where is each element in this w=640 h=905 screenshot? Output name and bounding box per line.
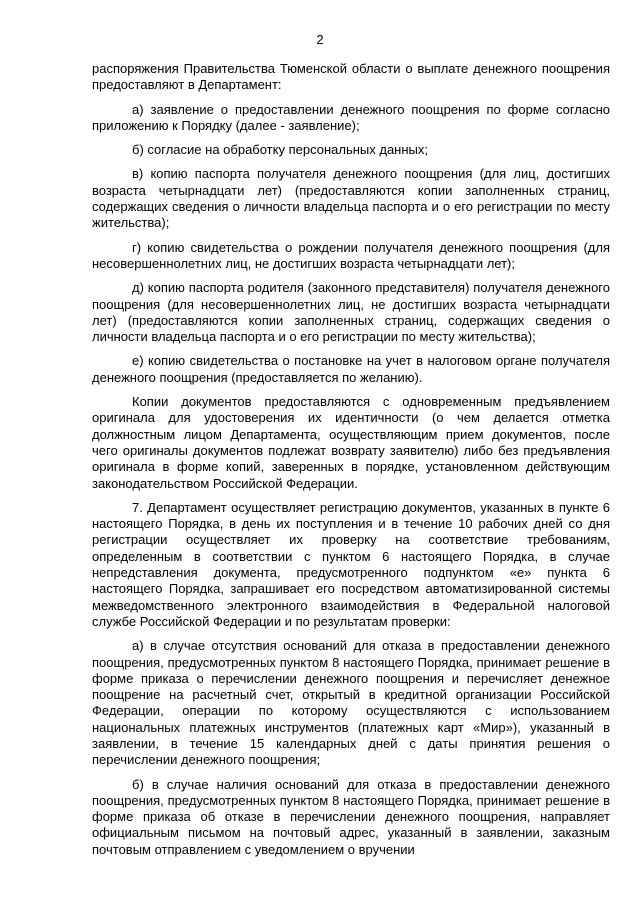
paragraph-item-a: а) заявление о предоставлении денежного поощрения по форме согласно приложению к Порядку (далее - заявление); [92,101,610,133]
paragraph-clause-7: 7. Департамент осуществляет регистрацию документов, указанных в пункте 6 настоящего Порядка, в день их поступления и в течение 10 рабочих дней со дня регистрации осуществляет их проверку на соответствие требованиям, определенным в соответствии с пунктом 6 настоящего Порядка, в случае непредставления документа, предусмотренного подпунктом «е» пункта 6 настоящего Порядка, запрашивает его посредством автоматизированной системы межведомственного электронного взаимодействия в Федеральной налоговой службе Российской Федерации и по результатам проверки: [92,499,610,629]
paragraph-clause-7-b: б) в случае наличия оснований для отказа в предоставлении денежного поощрения, предусмотренных пунктом 8 настоящего Порядка, принимает решение в форме приказа об отказе в перечислении денежного поощрения, направляет официальным письмом на почтовый адрес, указанный в заявлении, заказным почтовым отправлением с уведомлением о вручении [92,776,610,857]
paragraph-intro: распоряжения Правительства Тюменской области о выплате денежного поощрения предоставляют в Департамент: [92,61,610,93]
paragraph-item-v: в) копию паспорта получателя денежного поощрения (для лиц, достигших возраста четырнадцати лет) (предоставляются копии заполненных страниц, содержащих сведения о личности владельца паспорта и о его регистрации по месту жительства); [92,166,610,231]
paragraph-item-e: е) копию свидетельства о постановке на учет в налоговом органе получателя денежного поощрения (предоставляется по желанию). [92,353,610,385]
paragraph-copies: Копии документов предоставляются с одновременным предъявлением оригинала для удостоверения их идентичности (о чем делается отметка должностным лицом Департамента, осуществляющим прием документов, после чего оригиналы документов подлежат возврату заявителю) либо без предъявления оригинала в форме копий, заверенных в порядке, установленном действующим законодательством Российской Федерации. [92,394,610,491]
paragraph-clause-7-a: а) в случае отсутствия оснований для отказа в предоставлении денежного поощрения, предусмотренных пунктом 8 настоящего Порядка, принимает решение в форме приказа о перечислении денежного поощрения и перечисляет денежное поощрение на расчетный счет, открытый в кредитной организации Российской Федерации, операции по которому осуществляются с использованием национальных платежных инструментов (платежных карт «Мир»), указанный в заявлении, в течение 15 календарных дней с даты принятия решения о перечислении денежного поощрения; [92,638,610,768]
paragraph-item-d: д) копию паспорта родителя (законного представителя) получателя денежного поощрения (для несовершеннолетних лиц, не достигших возраста четырнадцати лет) (предоставляются копии заполненных страниц, содержащих сведения о личности владельца паспорта и о его регистрации по месту жительства); [92,280,610,345]
document-body [92,61,610,865]
paragraph-item-b: б) согласие на обработку персональных данных; [132,142,428,158]
page-number: 2 [316,32,324,47]
paragraph-item-g: г) копию свидетельства о рождении получателя денежного поощрения (для несовершеннолетних лиц, не достигших возраста четырнадцати лет); [92,239,610,271]
